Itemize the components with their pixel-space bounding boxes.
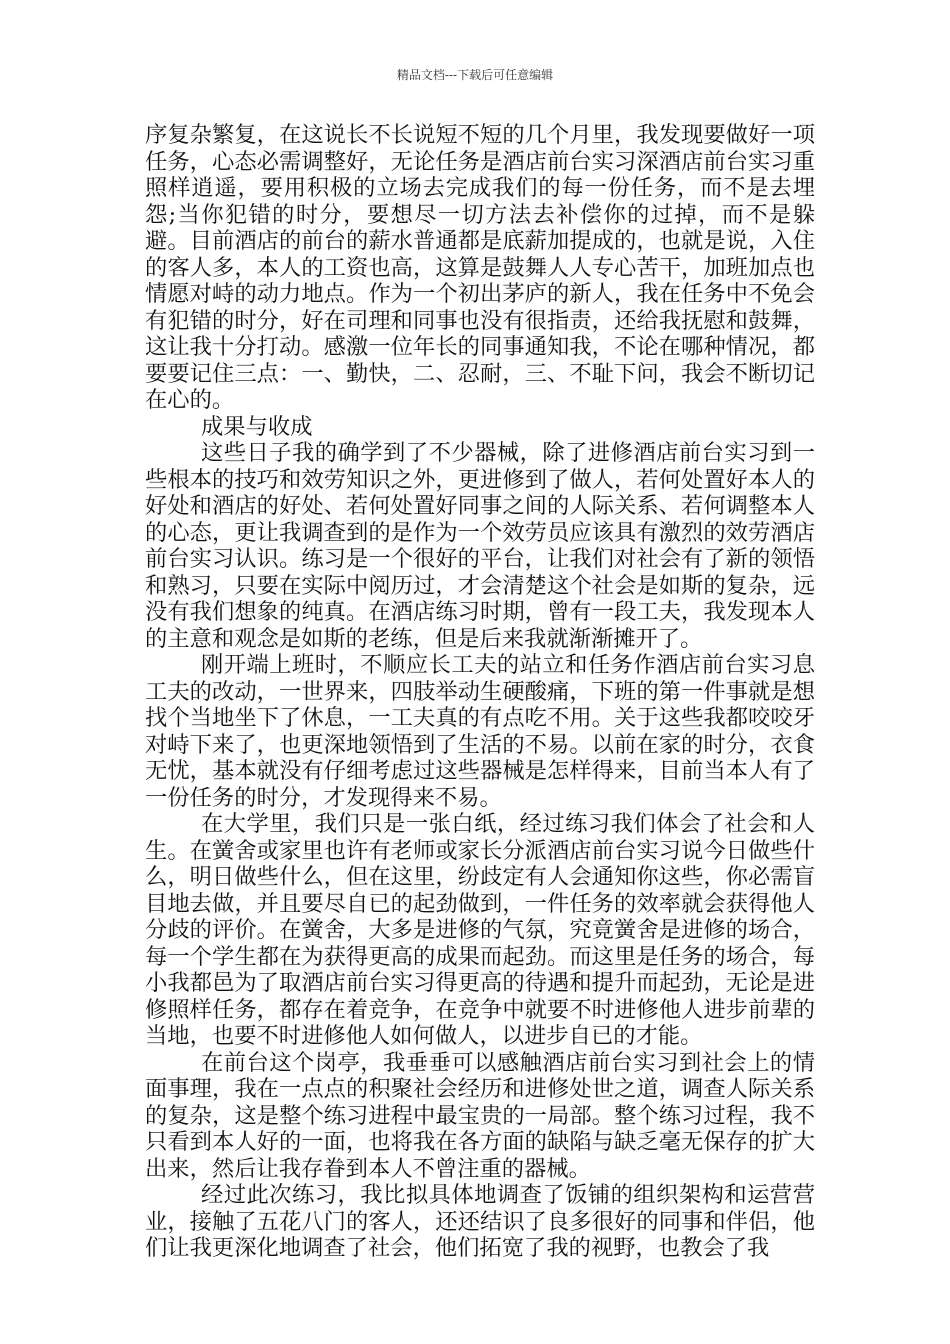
section-heading: 成果与收成: [201, 413, 313, 440]
paragraph: 在大学里，我们只是一张白纸，经过练习我们体会了社会和人生。在黉舍或家里也许有老师或家长分派酒店前台实习说今日做些什么，明日做些什么，但在这里，纷歧定有人会通知你这些，你必需盲目地去做，并且要尽自已的起劲做到，一件任务的效率就会获得他人分歧的评价。在黉舍，大多是进修的气氛，究竟黉舍是进修的场合，每一个学生都在为获得更高的成果而起劲。而这里是任务的场合，每小我都邑为了取酒店前台实习得更高的待遇和提升而起劲，无论是进修照样任务，都存在着竞争，在竞争中就要不时进修他人进步前辈的当地，也要不时进修他人如何做人，以进步自已的才能。: [145, 811, 815, 1049]
paragraph: 在前台这个岗亭，我垂垂可以感触酒店前台实习到社会上的情面事理，我在一点点的积聚社会经历和进修处世之道，调查人际关系的复杂，这是整个练习进程中最宝贵的一局部。整个练习过程，我不只看到本人好的一面，也将我在各方面的缺陷与缺乏毫无保存的扩大出来，然后让我存眷到本人不曾注重的器械。: [145, 1049, 815, 1182]
paragraph: 这些日子我的确学到了不少器械，除了进修酒店前台实习到一些根本的技巧和效劳知识之外，更进修到了做人，若何处置好本人的好处和酒店的好处、若何处置好同事之间的人际关系、若何调整本人的心态，更让我调查到的是作为一个效劳员应该具有激烈的效劳酒店前台实习认识。练习是一个很好的平台，让我们对社会有了新的领悟和熟习，只要在实际中阅历过，才会清楚这个社会是如斯的复杂，远没有我们想象的纯真。在酒店练习时期，曾有一段工夫，我发现本人的主意和观念是如斯的老练，但是后来我就渐渐摊开了。: [145, 440, 815, 652]
paragraph: 经过此次练习，我比拟具体地调查了饭铺的组织架构和运营营业，接触了五花八门的客人，还还结识了良多很好的同事和伴侣，他们让我更深化地调查了社会，他们拓宽了我的视野，也教会了我: [145, 1182, 815, 1261]
paragraph-continued: 序复杂繁复，在这说长不长说短不短的几个月里，我发现要做好一项任务，心态必需调整好，无论任务是酒店前台实习深酒店前台实习重照样逍遥，要用积极的立场去完成我们的每一份任务，而不是去埋怨;当你犯错的时分，要想尽一切方法去补偿你的过掉，而不是躲避。目前酒店的前台的薪水普通都是底薪加提成的，也就是说，入住的客人多，本人的工资也高，这算是鼓舞人人专心苦干，加班加点也情愿对峙的动力地点。作为一个初出茅庐的新人，我在任务中不免会有犯错的时分，好在司理和同事也没有很指责，还给我抚慰和鼓舞，这让我十分打动。感激一位年长的同事通知我，不论在哪种情况，都要要记住三点：一、勤快，二、忍耐，三、不耻下问，我会不断切记在心的。: [145, 122, 815, 413]
paragraph: 刚开端上班时，不顺应长工夫的站立和任务作酒店前台实习息工夫的改动，一世界来，四肢举动生硬酸痛，下班的第一件事就是想找个当地坐下了休息，一工夫真的有点吃不用。关于这些我都咬咬牙对峙下来了，也更深地领悟到了生活的不易。以前在家的时分，衣食无忧，基本就没有仔细考虑过这些器械是怎样得来，目前当本人有了一份任务的时分，才发现得来不易。: [145, 652, 815, 811]
page-header: 精品文档---下载后可任意编辑: [396, 68, 554, 82]
document-body: [145, 122, 815, 1262]
